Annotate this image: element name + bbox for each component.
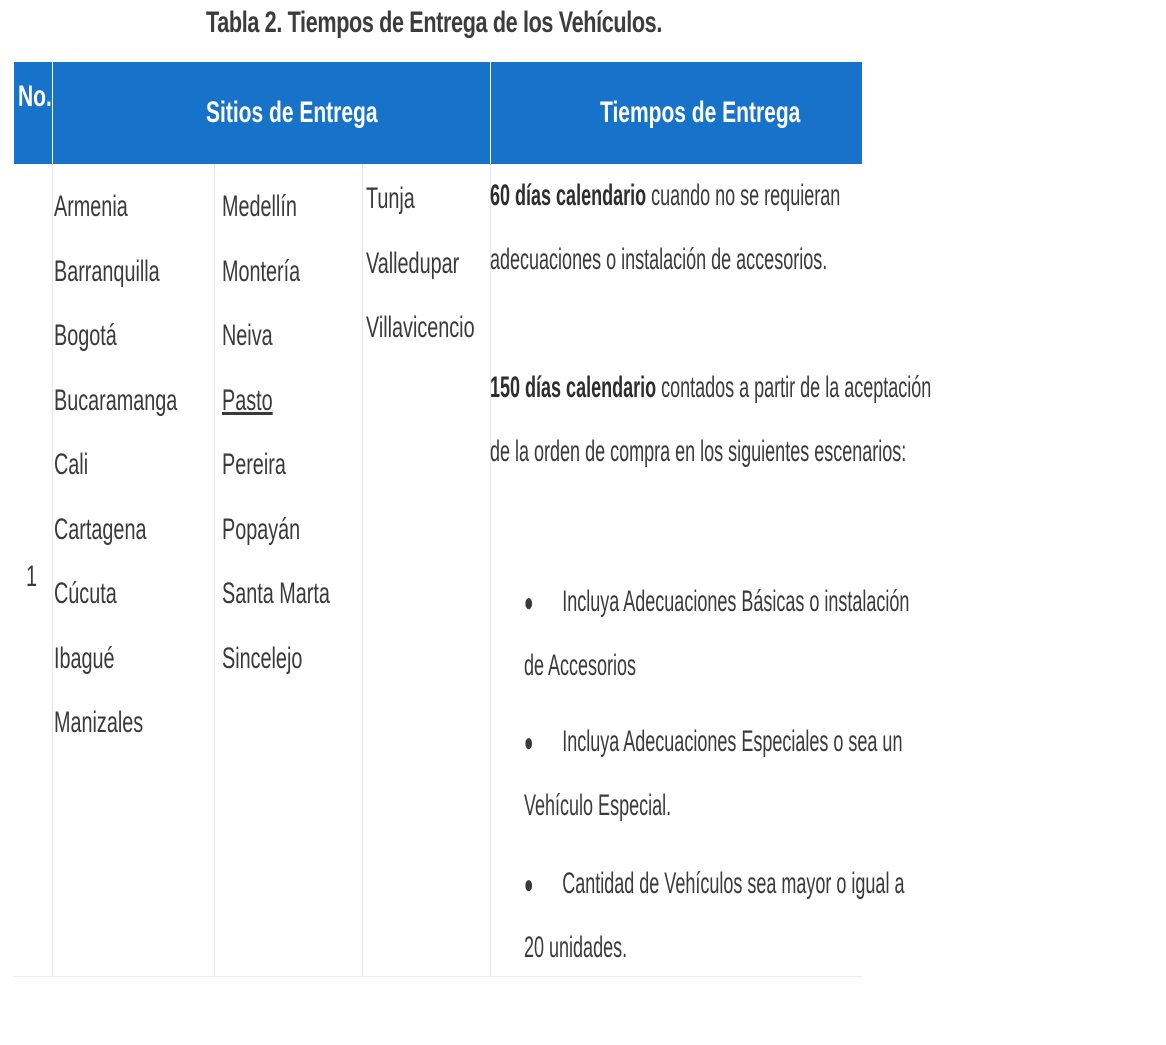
scenario-bullet: ● Incluya Adecuaciones Especiales o sea un Vehículo Especial.: [524, 710, 1155, 838]
site-name: Cúcuta: [54, 577, 117, 610]
site-name: Pereira: [222, 448, 286, 481]
description: adecuaciones o instalación de accesorios.: [490, 243, 828, 276]
description: contados a partir de la aceptación: [656, 371, 932, 404]
site-name: Cali: [54, 448, 89, 481]
site-name: Sincelejo: [222, 641, 303, 675]
row-number: 1: [26, 560, 38, 593]
scenario-bullet: ● Incluya Adecuaciones Básicas o instalación de Accesorios: [524, 570, 1166, 698]
header-divider: [490, 62, 491, 164]
site-name: Popayán: [222, 512, 301, 546]
site-name: Cartagena: [54, 512, 147, 546]
header-no: No.: [18, 80, 52, 113]
scenario-bullet: ● Cantidad de Vehículos sea mayor o igual a 20 unidades.: [524, 852, 1158, 980]
column-divider: [52, 164, 53, 977]
site-name: Ibagué: [54, 641, 115, 675]
site-name: Valledupar: [366, 246, 460, 280]
header-sitios: Sitios de Entrega: [206, 96, 378, 129]
delivery-times-table: [14, 62, 932, 977]
description: cuando no se requieran: [646, 179, 841, 212]
delivery-time-60-days: [490, 164, 862, 292]
site-name: Santa Marta: [222, 577, 330, 610]
site-name: Neiva: [222, 319, 273, 352]
site-name: Bucaramanga: [54, 383, 178, 417]
bullet-icon: ●: [524, 727, 534, 757]
site-name: Medellín: [222, 190, 297, 223]
bold-term: 150 días calendario: [490, 371, 657, 404]
site-name: Manizales: [54, 706, 144, 739]
sites-column-2: [222, 177, 385, 693]
bullet-icon: ●: [524, 869, 534, 899]
site-name: Tunja: [366, 182, 415, 215]
sites-column-1: [54, 177, 241, 758]
site-name: Montería: [222, 254, 301, 288]
header-tiempos: Tiempos de Entrega: [600, 96, 801, 129]
site-name: Villavicencio: [366, 311, 475, 344]
delivery-time-150-days: [490, 356, 932, 484]
table-caption: Tabla 2. Tiempos de Entrega de los Vehículos.: [206, 6, 662, 39]
site-name: Bogotá: [54, 319, 117, 352]
site-name: Barranquilla: [54, 254, 160, 288]
site-name: Pasto: [222, 383, 273, 417]
description: de la orden de compra en los siguientes escenarios:: [490, 435, 907, 468]
bold-term: 60 días calendario: [490, 179, 647, 212]
bullet-icon: ●: [524, 587, 534, 617]
site-name: Armenia: [54, 190, 128, 223]
